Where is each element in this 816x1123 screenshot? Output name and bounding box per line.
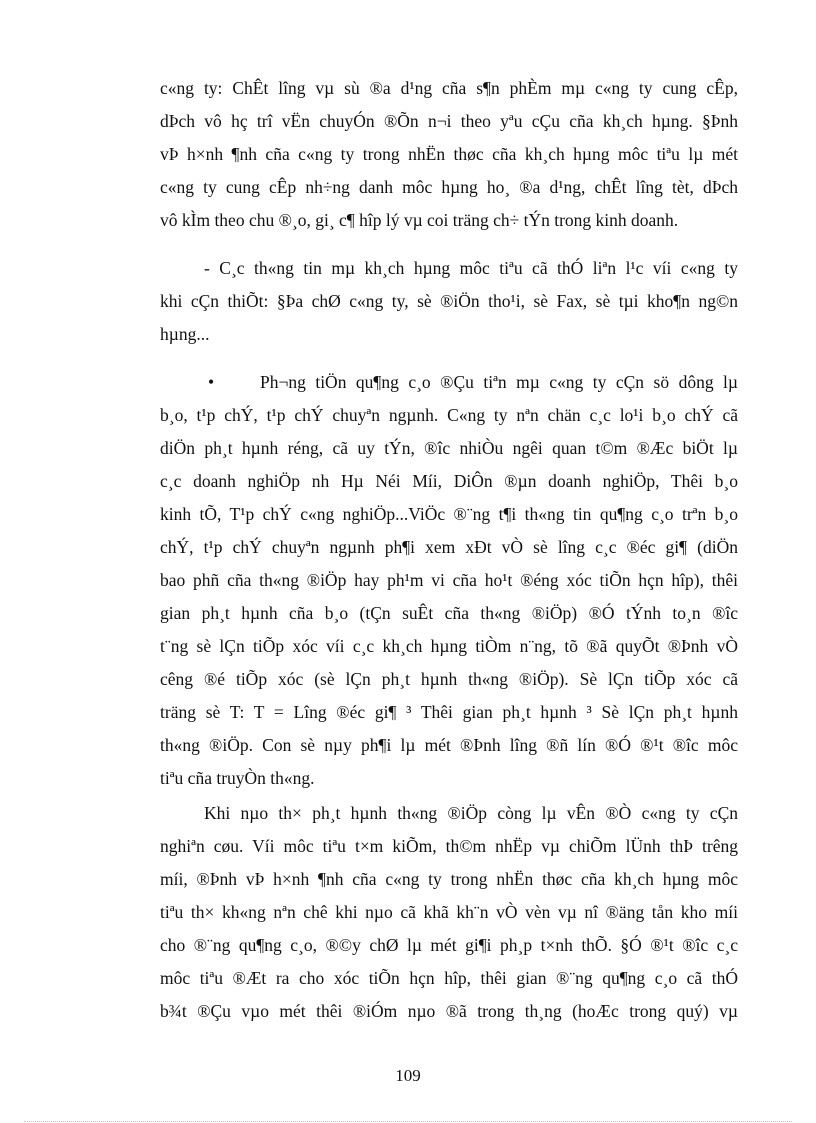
text-line: vô kÌm theo chu ®¸o, gi¸ c¶ hîp lý vµ coi träng ch÷ tÝn trong kinh doanh. — [160, 210, 679, 230]
text-line: gian ph¸t hµnh cña b¸o (tÇn suÊt cña th«ng ®iÖp) ®Ó tÝnh to¸n ®îc — [160, 603, 738, 623]
text-line: míi, ®Þnh vÞ h×nh ¶nh cña c«ng ty trong nhËn thøc cña kh¸ch hµng môc — [160, 869, 738, 889]
text-line: diÖn ph¸t hµnh réng, cã uy tÝn, ®îc nhiÒu ngêi quan t©m ®Æc biÖt lµ — [160, 438, 738, 458]
text-line: vÞ h×nh ¶nh cña c«ng ty trong nhËn thøc cña kh¸ch hµng môc tiªu lµ mét — [160, 144, 738, 164]
text-line: tiªu cña truyÒn th«ng. — [160, 768, 315, 788]
bullet-paragraph — [160, 366, 738, 795]
text-line: môc tiªu ®Æt ra cho xóc tiÕn hçn hîp, thêi gian ®¨ng qu¶ng c¸o cã thÓ — [160, 968, 738, 988]
text-line-content: Ph¬ng tiÖn qu¶ng c¸o ®Çu tiªn mµ c«ng ty cÇn sö dông lµ — [260, 372, 738, 392]
text-line: th«ng ®iÖp. Con sè nµy ph¶i lµ mét ®Þnh lîng ®ñ lín ®Ó ®¹t ®îc môc — [160, 735, 738, 755]
text-line: c¸c doanh nghiÖp nh Hµ Néi Míi, DiÔn ®µn doanh nghiÖp, Thêi b¸o — [160, 471, 738, 491]
text-line: c«ng ty: ChÊt lîng vµ sù ®a d¹ng cña s¶n phÈm mµ c«ng ty cung cÊp, — [160, 78, 738, 98]
text-line — [160, 366, 738, 399]
page-number: 109 — [395, 1066, 421, 1085]
footer-divider — [24, 1121, 792, 1122]
body-paragraph-2 — [160, 252, 738, 351]
text-line: t¨ng sè lÇn tiÕp xóc víi c¸c kh¸ch hµng tiÒm n¨ng, tõ ®ã quyÕt ®Þnh vÒ — [160, 636, 738, 656]
text-line: nghiªn cøu. Víi môc tiªu t×m kiÕm, th©m nhËp vµ chiÕm lÜnh thÞ trêng — [160, 836, 738, 856]
text-line: tiªu th× kh«ng nªn chê khi nµo cã khã kh¨n vÒ vèn vµ nî ®äng tån kho míi — [160, 902, 738, 922]
text-line: träng sè T: T = Lîng ®éc gi¶ ³ Thêi gian ph¸t hµnh ³ Sè lÇn ph¸t hµnh — [160, 702, 738, 722]
bullet-marker: • — [208, 372, 215, 392]
text-line: b¸o, t¹p chÝ, t¹p chÝ chuyªn ngµnh. C«ng ty nªn chän c¸c lo¹i b¸o chÝ cã — [160, 405, 738, 425]
text-line: cho ®¨ng qu¶ng c¸o, ®©y chØ lµ mét gi¶i ph¸p t×nh thÕ. §Ó ®¹t ®îc c¸c — [160, 935, 738, 955]
text-line — [160, 797, 738, 830]
text-line: b¾t ®Çu vµo mét thêi ®iÓm nµo ®ã trong th¸ng (hoÆc trong quý) vµ — [160, 1001, 738, 1021]
text-line: c«ng ty cung cÊp nh÷ng danh môc hµng ho¸ ®a d¹ng, chÊt lîng tèt, dÞch — [160, 177, 738, 197]
text-line: cêng ®é tiÕp xóc (sè lÇn ph¸t hµnh th«ng ®iÖp). Sè lÇn tiÕp xóc cã — [160, 669, 738, 689]
text-line: hµng... — [160, 324, 210, 344]
text-line-content: Khi nµo th× ph¸t hµnh th«ng ®iÖp còng lµ vÊn ®Ò c«ng ty cÇn — [204, 803, 738, 823]
body-paragraph-4 — [160, 797, 738, 1028]
text-line: chÝ, t¹p chÝ chuyªn ngµnh ph¶i xem xÐt vÒ sè lîng c¸c ®éc gi¶ (diÖn — [160, 537, 738, 557]
text-line: dÞch vô hç trî vËn chuyÓn ®Õn n¬i theo yªu cÇu cña kh¸ch hµng. §Þnh — [160, 111, 738, 131]
text-line: bao phñ cña th«ng ®iÖp hay ph¹m vi cña ho¹t ®éng xóc tiÕn hçn hîp), thêi — [160, 570, 738, 590]
text-line: kinh tÕ, T¹p chÝ c«ng nghiÖp...ViÖc ®¨ng t¶i th«ng tin qu¶ng c¸o trªn b¸o — [160, 504, 738, 524]
text-line: khi cÇn thiÕt: §Þa chØ c«ng ty, sè ®iÖn tho¹i, sè Fax, sè tµi kho¶n ng©n — [160, 291, 738, 311]
text-line-content: - C¸c th«ng tin mµ kh¸ch hµng môc tiªu cã thÓ liªn l¹c víi c«ng ty — [204, 258, 738, 278]
body-paragraph-1 — [160, 72, 738, 237]
text-line — [160, 252, 738, 285]
